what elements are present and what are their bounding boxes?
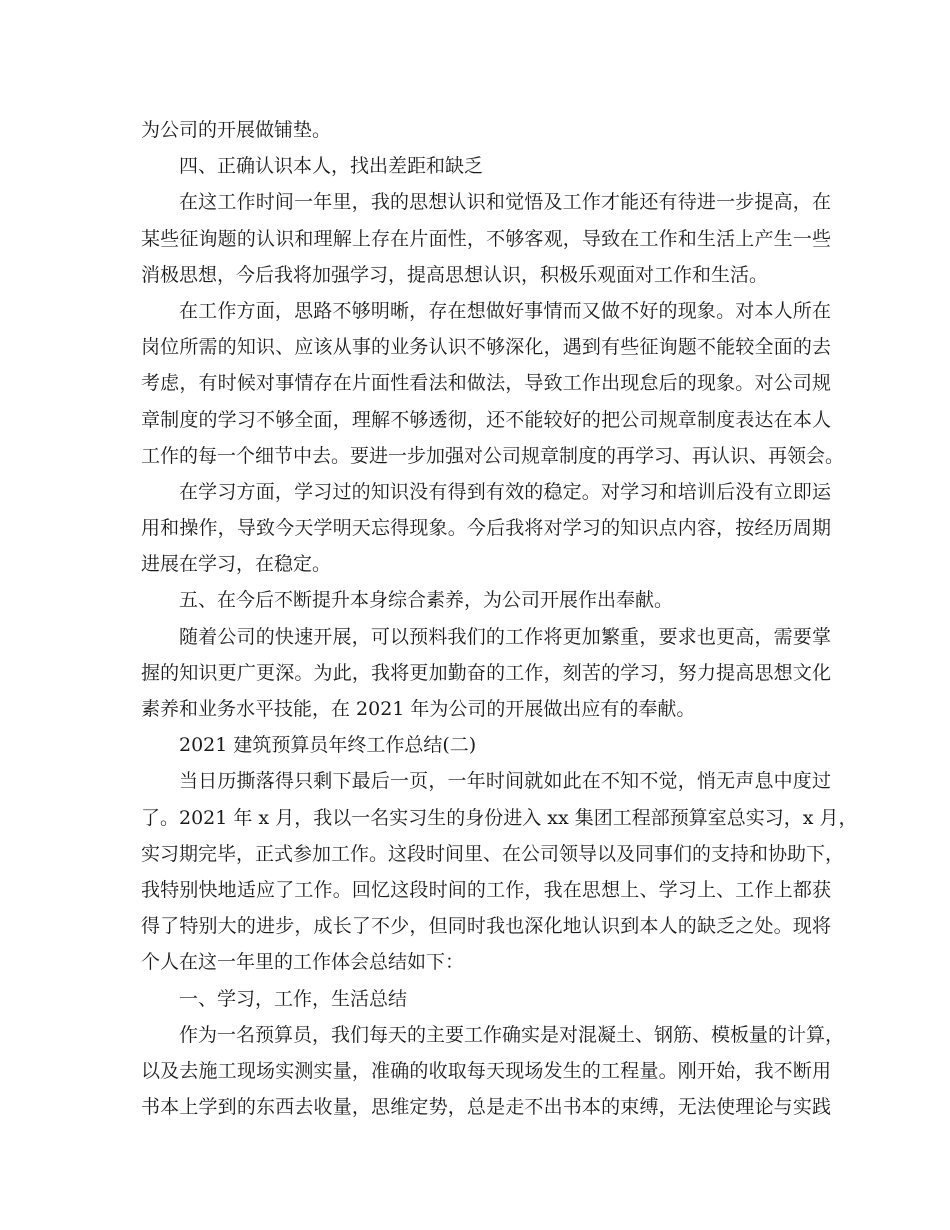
text-line: 一、学习，工作，生活总结 [179, 987, 408, 1010]
text-line: 实习期完毕，正式参加工作。这段时间里、在公司领导以及同事们的支持和协助下， [141, 842, 845, 865]
text-line: 当日历撕落得只剩下最后一页，一年时间就如此在不知不觉，悄无声息中度过 [179, 770, 831, 793]
text-line: 消极思想，今后我将加强学习，提高思想认识，积极乐观面对工作和生活。 [141, 263, 769, 286]
text-line: 工作的每一个细节中去。要进一步加强对公司规章制度的再学习、再认识、再领会。 [141, 444, 845, 467]
text-line: 在这工作时间一年里，我的思想认识和觉悟及工作才能还有待进一步提高，在 [179, 191, 831, 214]
text-line: 握的知识更广更深。为此，我将更加勤奋的工作，刻苦的学习，努力提高思想文化 [141, 661, 831, 684]
text-line: 在工作方面，思路不够明晰，存在想做好事情而又做不好的现象。对本人所在 [179, 299, 831, 322]
text-line: 个人在这一年里的工作体会总结如下： [141, 951, 465, 974]
text-line: 素养和业务水平技能，在 2021 年为公司的开展做出应有的奉献。 [141, 698, 696, 720]
text-line: 四、正确认识本人，找出差距和缺乏 [179, 155, 484, 178]
text-line: 用和操作，导致今天学明天忘得现象。今后我将对学习的知识点内容，按经历周期 [141, 517, 831, 540]
text-line: 某些征询题的认识和理解上存在片面性，不够客观，导致在工作和生活上产生一些 [141, 227, 831, 250]
text-line: 了。2021 年 x 月，我以一名实习生的身份进入 xx 集团工程部预算室总实习，x 月， [141, 806, 858, 829]
text-line: 在学习方面，学习过的知识没有得到有效的稳定。对学习和培训后没有立即运 [179, 480, 831, 503]
text-line: 考虑，有时候对事情存在片面性看法和做法，导致工作出现怠后的现象。对公司规 [141, 372, 831, 395]
text-line: 岗位所需的知识、应该从事的业务认识不够深化，遇到有些征询题不能较全面的去 [141, 336, 831, 359]
text-line: 随着公司的快速开展，可以预料我们的工作将更加繁重，要求也更高，需要掌 [179, 625, 831, 648]
text-line: 五、在今后不断提升本身综合素养，为公司开展作出奉献。 [179, 589, 674, 612]
text-line: 为公司的开展做铺垫。 [141, 119, 332, 141]
text-line: 以及去施工现场实测实量，准确的收取每天现场发生的工程量。刚开始，我不断用 [141, 1059, 831, 1082]
text-line: 作为一名预算员，我们每天的主要工作确实是对混凝土、钢筋、模板量的计算， [179, 1023, 845, 1046]
document-body [141, 112, 858, 1125]
text-line: 进展在学习，在稳定。 [141, 553, 332, 576]
text-line: 得了特别大的进步，成长了不少，但同时我也深化地认识到本人的缺乏之处。现将 [141, 915, 831, 938]
text-line: 我特别快地适应了工作。回忆这段时间的工作，我在思想上、学习上、工作上都获 [141, 878, 831, 901]
text-line: 书本上学到的东西去收量，思维定势，总是走不出书本的束缚，无法使理论与实践 [141, 1096, 831, 1119]
text-line: 2021 建筑预算员年终工作总结(二) [179, 734, 477, 757]
text-line: 章制度的学习不够全面，理解不够透彻，还不能较好的把公司规章制度表达在本人 [141, 408, 831, 431]
